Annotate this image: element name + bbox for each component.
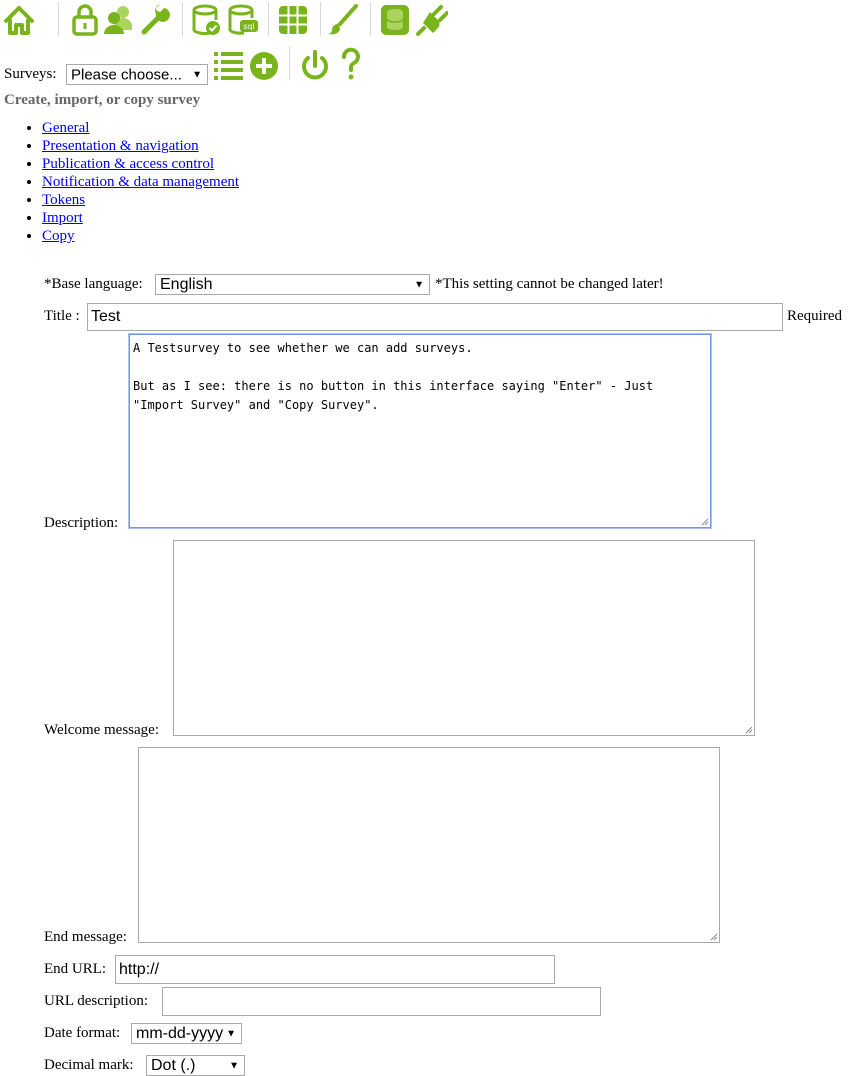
end-message-label: End message: xyxy=(44,929,127,945)
survey-select[interactable]: Please choose... ▼ xyxy=(66,64,208,85)
welcome-message-textarea[interactable] xyxy=(173,540,755,736)
power-icon[interactable] xyxy=(298,46,332,82)
chevron-down-icon: ▼ xyxy=(226,1028,236,1039)
resize-grip-icon[interactable] xyxy=(710,933,718,941)
tab-presentation xyxy=(42,137,239,155)
resize-grip-icon[interactable] xyxy=(745,726,753,734)
base-language-note: *This setting cannot be changed later! xyxy=(435,276,664,292)
home-icon[interactable] xyxy=(2,2,36,38)
end-message-textarea[interactable] xyxy=(138,747,720,943)
tab-import-link[interactable]: Import xyxy=(42,210,83,226)
tab-tokens xyxy=(42,191,239,209)
database-sql-icon[interactable] xyxy=(226,2,260,38)
main-toolbar xyxy=(0,0,858,44)
tab-import xyxy=(42,209,239,227)
chevron-down-icon: ▼ xyxy=(414,279,424,290)
description-textarea[interactable]: A Testsurvey to see whether we can add surveys. But as I see: there is no button in this interface saying "Enter" - Just "Import Survey" and "Copy Survey". xyxy=(129,334,711,528)
users-icon[interactable] xyxy=(102,2,136,38)
plug-icon[interactable] xyxy=(414,2,448,38)
tab-tokens-link[interactable]: Tokens xyxy=(42,192,86,208)
chevron-down-icon: ▼ xyxy=(192,69,202,80)
tab-copy-link[interactable]: Copy xyxy=(42,228,75,244)
page-title: Create, import, or copy survey xyxy=(4,92,201,108)
date-format-select[interactable]: mm-dd-yyyy ▼ xyxy=(131,1023,242,1044)
chevron-down-icon: ▼ xyxy=(229,1060,239,1071)
tab-notification-link[interactable]: Notification & data management xyxy=(42,174,240,190)
end-url-input[interactable]: http:// xyxy=(115,955,555,984)
tab-publication-link[interactable]: Publication & access control xyxy=(42,156,215,172)
title-label: Title : xyxy=(44,308,80,324)
url-description-input[interactable] xyxy=(162,987,601,1016)
survey-bar xyxy=(0,44,858,90)
welcome-message-label: Welcome message: xyxy=(44,722,159,738)
decimal-mark-select[interactable]: Dot (.) ▼ xyxy=(146,1055,245,1076)
end-url-label: End URL: xyxy=(44,961,107,977)
date-format-label: Date format: xyxy=(44,1025,121,1041)
grid-icon[interactable] xyxy=(276,2,310,38)
svg-text:sql: sql xyxy=(243,22,255,31)
help-icon[interactable] xyxy=(334,46,368,82)
lock-icon[interactable] xyxy=(68,2,102,38)
tab-notification xyxy=(42,173,239,191)
brush-icon[interactable] xyxy=(326,2,360,38)
tab-general-link[interactable]: General xyxy=(42,120,90,136)
description-label: Description: xyxy=(44,515,119,531)
tab-publication xyxy=(42,155,239,173)
add-survey-icon[interactable] xyxy=(247,46,281,82)
wrench-icon[interactable] xyxy=(138,2,172,38)
surveys-label: Surveys: xyxy=(4,66,57,82)
title-input[interactable]: Test xyxy=(87,303,783,331)
tab-general xyxy=(42,119,239,137)
title-required: Required xyxy=(787,308,842,324)
base-language-select[interactable]: English ▼ xyxy=(155,274,430,295)
decimal-mark-label: Decimal mark: xyxy=(44,1057,134,1073)
base-language-label: *Base language: xyxy=(44,276,143,292)
tab-copy xyxy=(42,227,239,245)
database-box-icon[interactable] xyxy=(378,2,412,38)
tab-presentation-link[interactable]: Presentation & navigation xyxy=(42,138,199,154)
settings-tabs xyxy=(0,119,239,245)
url-description-label: URL description: xyxy=(44,993,149,1009)
database-check-icon[interactable] xyxy=(190,2,224,38)
resize-grip-icon[interactable] xyxy=(701,518,709,526)
list-icon[interactable] xyxy=(212,46,246,82)
